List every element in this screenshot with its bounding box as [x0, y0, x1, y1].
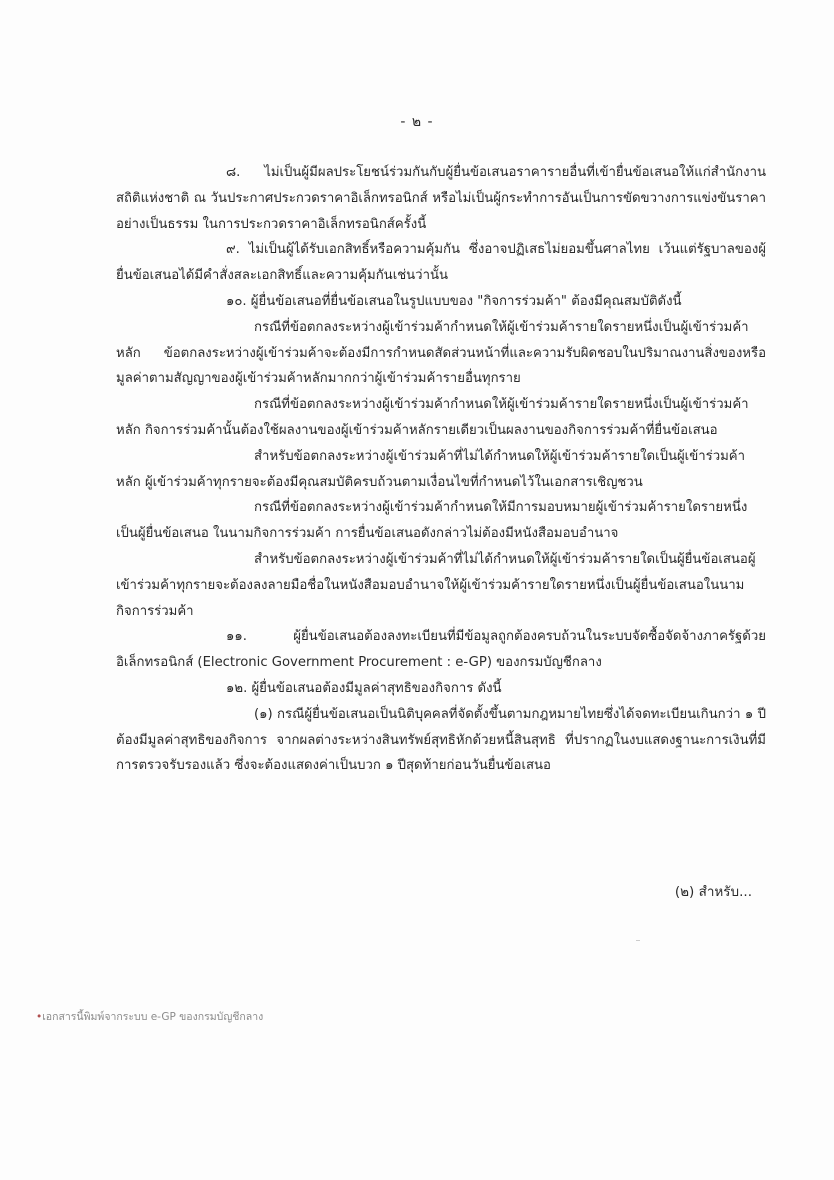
scan-artifact — [636, 940, 640, 941]
paragraph-10-case-no-lead-partner: สำหรับข้อตกลงระหว่างผู้เข้าร่วมค้าที่ไม่ได้กำหนดให้ผู้เข้าร่วมค้ารายใดเป็นผู้เข้าร่วมค้าหลัก ผู้เข้าร่วมค้าทุกรายจะต้องมีคุณสมบัติครบถ้วนตามเงื่อนไขที่กำหนดไว้ในเอกสารเชิญชวน — [116, 448, 746, 490]
paragraph-9: ๙. ไม่เป็นผู้ได้รับเอกสิทธิ์หรือความคุ้มกัน ซึ่งอาจปฏิเสธไม่ยอมขึ้นศาลไทย เว้นแต่รัฐบาลของผู้ยื่นข้อเสนอได้มีคำสั่งสละเอกสิทธิ์และความคุ้มกันเช่นว่านั้น — [116, 242, 766, 284]
paragraph-12-item-1: (๑) กรณีผู้ยื่นข้อเสนอเป็นนิติบุคคลที่จัดตั้งขึ้นตามกฎหมายไทยซึ่งได้จดทะเบียนเกินกว่า ๑ ปี ต้องมีมูลค่าสุทธิของกิจการ จากผลต่างระหว่างสินทรัพย์สุทธิหักด้วยหนี้สินสุทธิ ที่ปรากฏในงบแสดงฐานะการเงินที่มีการตรวจรับรองแล้ว ซึ่งจะต้องแสดงค่าเป็นบวก ๑ ปีสุดท้ายก่อนวันยื่นข้อเสนอ — [116, 706, 766, 774]
paragraph-8: ๘. ไม่เป็นผู้มีผลประโยชน์ร่วมกันกับผู้ยื่นข้อเสนอราคารายอื่นที่เข้ายื่นข้อเสนอให้แก่สำนักงานสถิติแห่งชาติ ณ วันประกาศประกวดราคาอิเล็กทรอนิกส์ หรือไม่เป็นผู้กระทำการอันเป็นการขัดขวางการแข่งขันราคาอย่างเป็นธรรม ในการประกวดราคาอิเล็กทรอนิกส์ครั้งนี้ — [116, 165, 766, 232]
paragraph-10: ๑๐. ผู้ยื่นข้อเสนอที่ยื่นข้อเสนอในรูปแบบของ "กิจการร่วมค้า" ต้องมีคุณสมบัติดังนี้ — [226, 293, 682, 309]
bullet-icon: • — [36, 1011, 43, 1023]
paragraph-12: ๑๒. ผู้ยื่นข้อเสนอต้องมีมูลค่าสุทธิของกิจการ ดังนี้ — [226, 680, 502, 696]
footer-text: เอกสารนี้พิมพ์จากระบบ e-GP ของกรมบัญชีกลาง — [42, 1011, 264, 1023]
footer-note — [36, 1008, 263, 1025]
document-body — [116, 160, 766, 779]
continuation-marker: (๒) สำหรับ... — [674, 884, 752, 900]
paragraph-10-case-power-of-attorney: สำหรับข้อตกลงระหว่างผู้เข้าร่วมค้าที่ไม่ได้กำหนดให้ผู้เข้าร่วมค้ารายใดเป็นผู้ยื่นข้อเสนอผู้เข้าร่วมค้าทุกรายจะต้องลงลายมือชื่อในหนังสือมอบอำนาจให้ผู้เข้าร่วมค้ารายใดรายหนึ่งเป็นผู้ยื่นข้อเสนอในนามกิจการร่วมค้า — [116, 551, 756, 619]
paragraph-10-case-lead-partner-work: กรณีที่ข้อตกลงระหว่างผู้เข้าร่วมค้ากำหนดให้ผู้เข้าร่วมค้ารายใดรายหนึ่งเป็นผู้เข้าร่วมค้าหลัก กิจการร่วมค้านั้นต้องใช้ผลงานของผู้เข้าร่วมค้าหลักรายเดียวเป็นผลงานของกิจการร่วมค้าที่ยื่นข้อเสนอ — [116, 397, 749, 438]
paragraph-11: ๑๑. ผู้ยื่นข้อเสนอต้องลงทะเบียนที่มีข้อมูลถูกต้องครบถ้วนในระบบจัดซื้อจัดจ้างภาครัฐด้วยอิเล็กทรอนิกส์ (Electronic Government Procurement : e-GP) ของกรมบัญชีกลาง — [116, 629, 766, 671]
page-number: - ๒ - — [400, 114, 434, 130]
paragraph-10-case-assigned-bidder: กรณีที่ข้อตกลงระหว่างผู้เข้าร่วมค้ากำหนดให้มีการมอบหมายผู้เข้าร่วมค้ารายใดรายหนึ่งเป็นผู้ยื่นข้อเสนอ ในนามกิจการร่วมค้า การยื่นข้อเสนอดังกล่าวไม่ต้องมีหนังสือมอบอำนาจ — [116, 500, 748, 542]
paragraph-10-case-lead-partner-ratio: กรณีที่ข้อตกลงระหว่างผู้เข้าร่วมค้ากำหนดให้ผู้เข้าร่วมค้ารายใดรายหนึ่งเป็นผู้เข้าร่วมค้าหลัก ข้อตกลงระหว่างผู้เข้าร่วมค้าจะต้องมีการกำหนดสัดส่วนหน้าที่และความรับผิดชอบในปริมาณงานสิ่งของหรือมูลค่าตามสัญญาของผู้เข้าร่วมค้าหลักมากกว่าผู้เข้าร่วมค้ารายอื่นทุกราย — [116, 319, 766, 387]
